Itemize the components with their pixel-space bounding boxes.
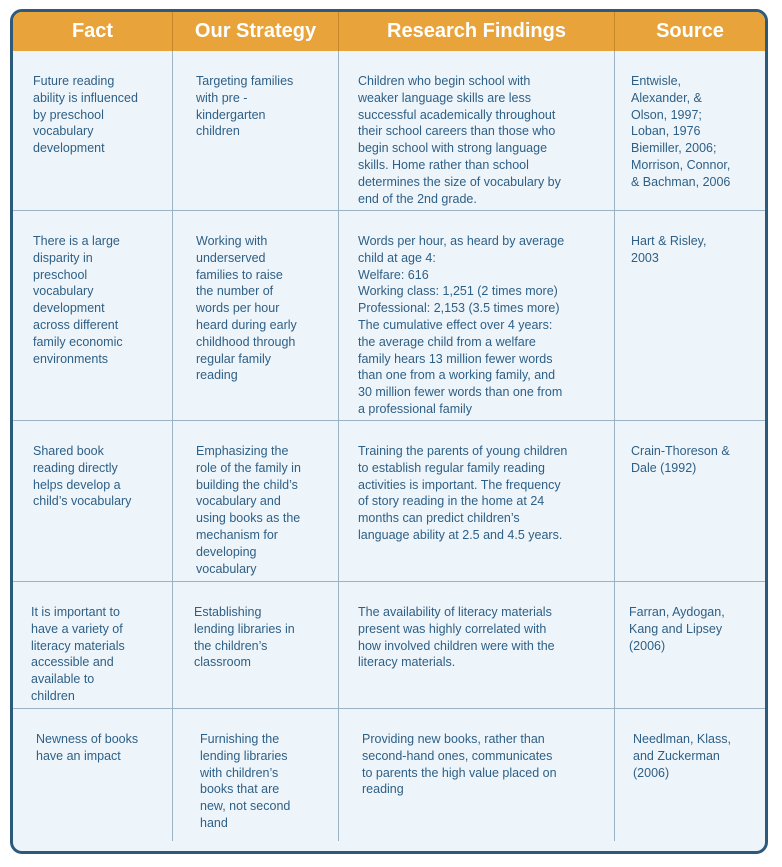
header-fact: Fact <box>13 12 173 51</box>
source-cell: Entwisle, Alexander, & Olson, 1997; Loban, 1976 Biemiller, 2006; Morrison, Connor, & Bachman, 2006 <box>631 74 731 189</box>
fact-cell: It is important to have a variety of literacy materials accessible and available to children <box>13 582 173 708</box>
header-strategy: Our Strategy <box>173 12 339 51</box>
table-row <box>13 421 765 582</box>
strategy-cell: Furnishing the lending libraries with children’s books that are new, not second hand <box>173 709 339 841</box>
research-table <box>10 9 768 854</box>
fact-cell: There is a large disparity in preschool vocabulary development across different family economic environments <box>13 211 173 420</box>
fact-cell: Newness of books have an impact <box>13 709 173 841</box>
fact-cell: Future reading ability is influenced by preschool vocabulary development <box>13 51 173 210</box>
table-row <box>13 211 765 421</box>
header-source: Source <box>656 20 724 42</box>
header-findings: Research Findings <box>339 12 615 51</box>
source-cell: Needlman, Klass, and Zuckerman (2006) <box>633 732 731 780</box>
findings-cell: Training the parents of young children to establish regular family reading activities is important. The frequency of story reading in the home at 24 months can predict children’s language ability at 2.5 and 4.5 years. <box>339 421 615 581</box>
table-header <box>13 12 765 51</box>
strategy-cell: Targeting families with pre - kindergarten children <box>173 51 339 210</box>
findings-cell: Words per hour, as heard by average child at age 4: Welfare: 616 Working class: 1,251 (2 times more) Professional: 2,153 (3.5 times more) The cumulative effect over 4 years: the average child from a welfare family hears 13 million fewer words than one from a working family, and 30 million fewer words than one from a professional family <box>339 211 615 420</box>
findings-cell: Providing new books, rather than second-hand ones, communicates to parents the high value placed on reading <box>339 709 615 841</box>
source-cell: Crain-Thoreson & Dale (1992) <box>631 444 730 475</box>
table-row <box>13 51 765 211</box>
findings-cell: The availability of literacy materials present was highly correlated with how involved children were with the literacy materials. <box>339 582 615 708</box>
table-row <box>13 582 765 709</box>
fact-cell: Shared book reading directly helps develop a child’s vocabulary <box>13 421 173 581</box>
strategy-cell: Establishing lending libraries in the children’s classroom <box>173 582 339 708</box>
table-body <box>13 51 765 851</box>
table-row <box>13 709 765 841</box>
strategy-cell: Emphasizing the role of the family in building the child’s vocabulary and using books as the mechanism for developing vocabulary <box>173 421 339 581</box>
findings-cell: Children who begin school with weaker language skills are less successful academically throughout their school careers than those who begin school with strong language skills. Home rather than school determines the size of vocabulary by end of the 2nd grade. <box>339 51 615 210</box>
strategy-cell: Working with underserved families to raise the number of words per hour heard during early childhood through regular family reading <box>173 211 339 420</box>
source-cell: Hart & Risley, 2003 <box>631 234 707 265</box>
source-cell: Farran, Aydogan, Kang and Lipsey (2006) <box>629 605 725 653</box>
